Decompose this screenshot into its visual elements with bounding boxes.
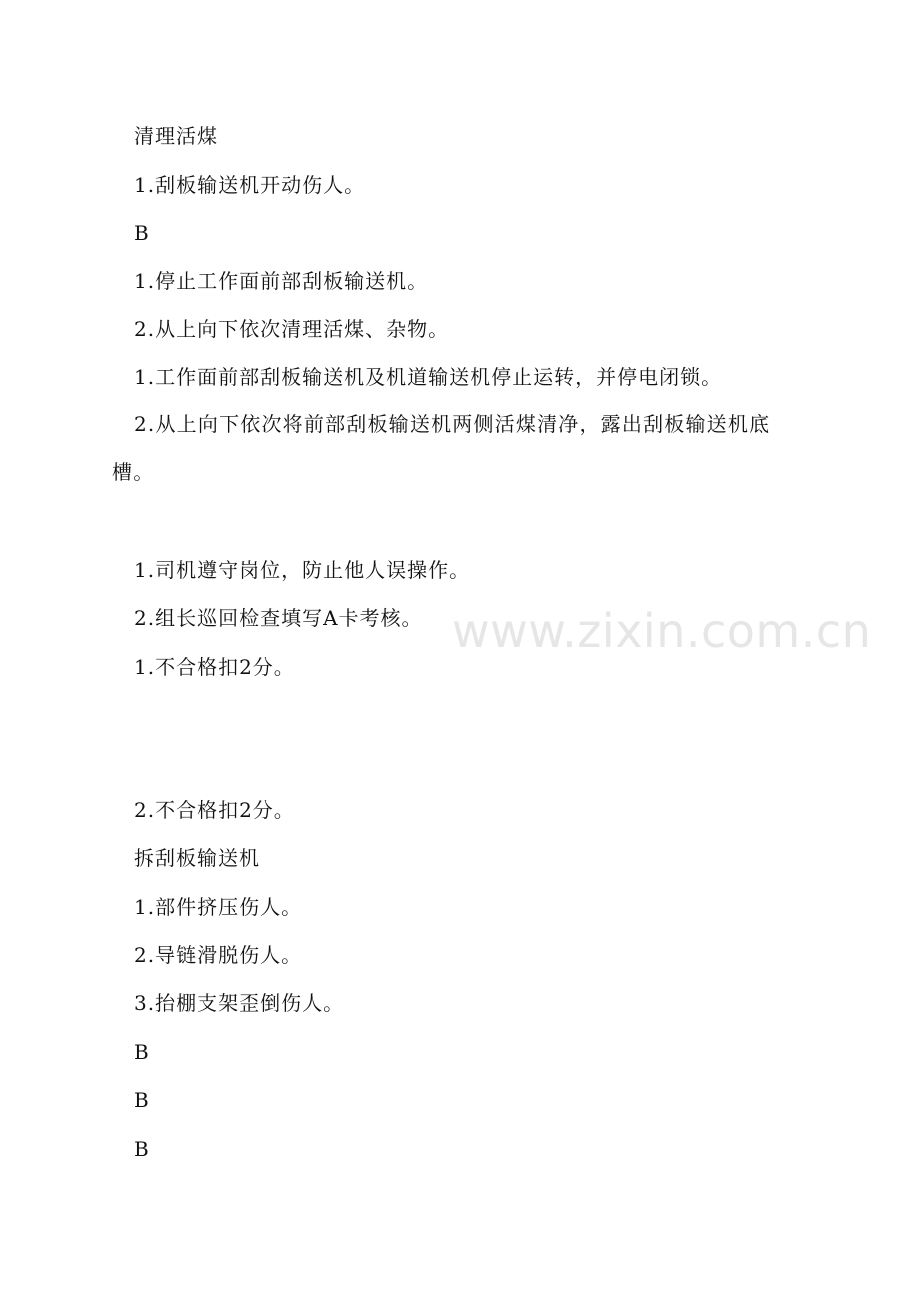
section-title-dismantle-conveyor: 拆刮板输送机 (134, 846, 260, 870)
standard-item: 2.从上向下依次将前部刮板输送机两侧活煤清净，露出刮板输送机底槽。 (112, 412, 771, 484)
hazard-item: 1.刮板输送机开动伤人。 (134, 173, 366, 197)
watermark: www.zixin.com.cn (452, 604, 872, 658)
control-measure-item: 1.司机遵守岗位，防止他人误操作。 (134, 558, 471, 582)
assessment-item: 1.不合格扣2分。 (134, 655, 295, 679)
risk-level: B (134, 221, 150, 245)
risk-level: B (134, 1088, 150, 1112)
hazard-item: 3.抬棚支架歪倒伤人。 (134, 991, 345, 1015)
standard-item: 1.工作面前部刮板输送机及机道输送机停止运转，并停电闭锁。 (134, 365, 723, 389)
control-measure-item: 2.组长巡回检查填写A卡考核。 (134, 606, 423, 630)
procedure-item: 1.停止工作面前部刮板输送机。 (134, 269, 429, 293)
section-title-clean-coal: 清理活煤 (134, 124, 218, 148)
assessment-item: 2.不合格扣2分。 (134, 798, 295, 822)
hazard-item: 2.导链滑脱伤人。 (134, 943, 303, 967)
risk-level: B (134, 1040, 150, 1064)
procedure-item: 2.从上向下依次清理活煤、杂物。 (134, 317, 450, 341)
risk-level: B (134, 1137, 150, 1161)
hazard-item: 1.部件挤压伤人。 (134, 895, 303, 919)
